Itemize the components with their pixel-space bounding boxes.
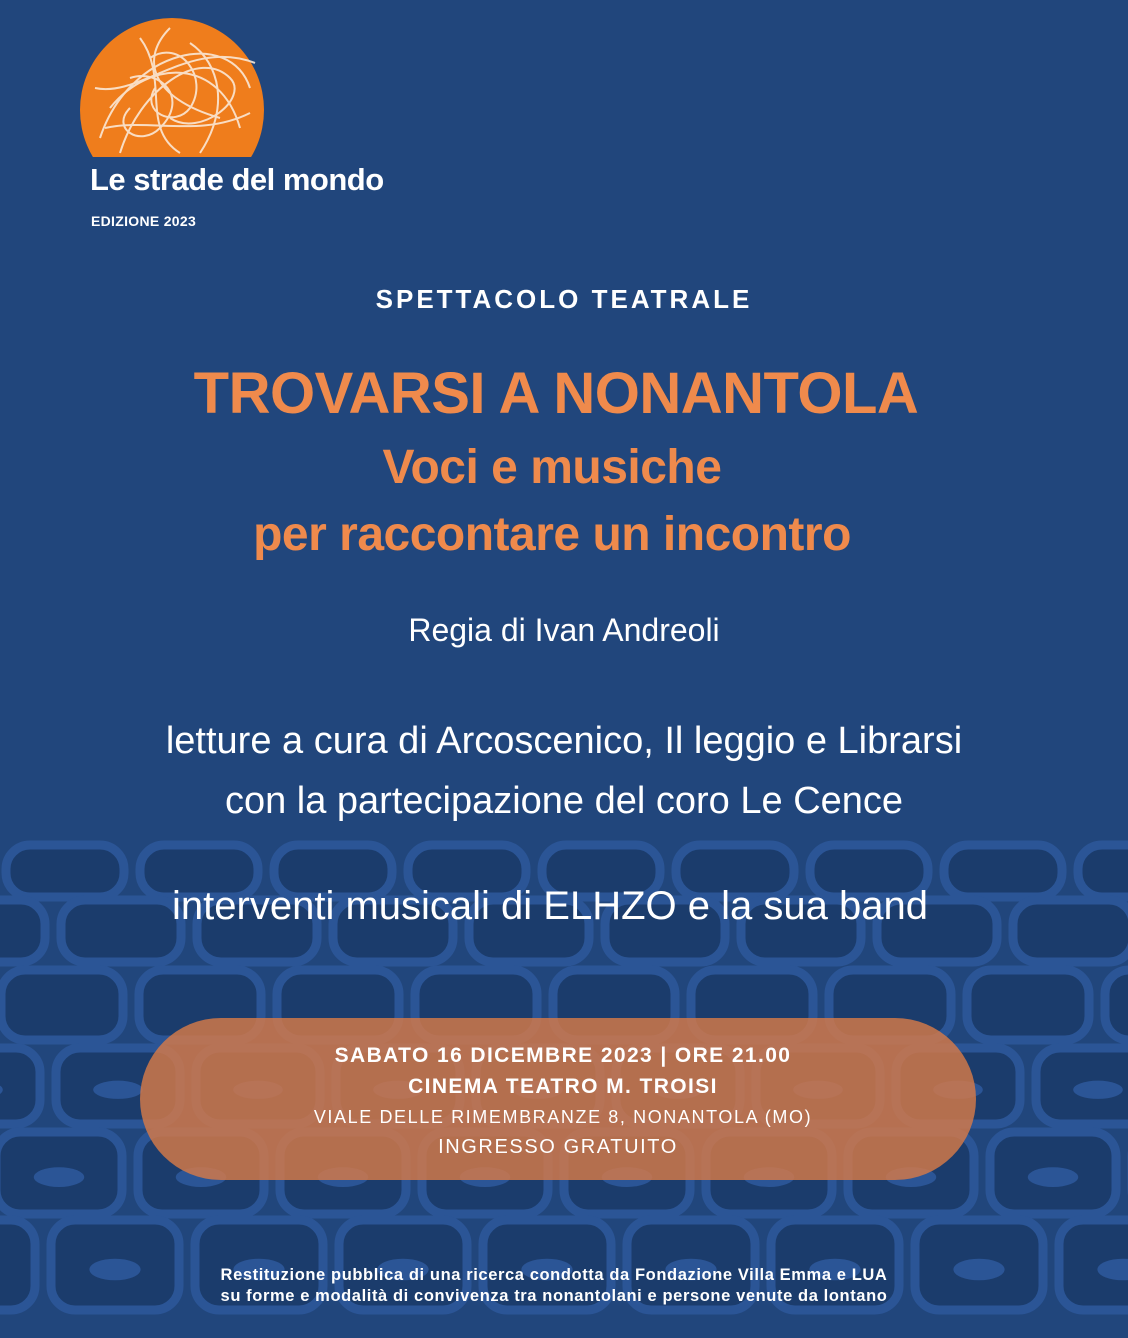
music-credit: interventi musicali di ELHZO e la sua band <box>172 884 928 928</box>
event-title: TROVARSI A NONANTOLA <box>193 361 919 426</box>
event-venue: CINEMA TEATRO M. TROISI <box>408 1075 718 1098</box>
seat-cushion <box>93 1081 143 1099</box>
seat <box>1105 970 1128 1040</box>
event-date-time: SABATO 16 DICEMBRE 2023 | ORE 21.00 <box>334 1044 792 1067</box>
seat-cushion <box>34 1167 84 1187</box>
readings-credit-line-1: letture a cura di Arcoscenico, Il leggio e Librarsi <box>165 720 963 762</box>
event-subtitle-line-2: per raccontare un incontro <box>253 508 851 561</box>
readings-credit-line-2: con la partecipazione del coro Le Cence <box>224 780 904 822</box>
seat-cushion <box>1028 1167 1078 1187</box>
seat <box>1 970 123 1040</box>
event-address: VIALE DELLE RIMEMBRANZE 8, NONANTOLA (MO) <box>313 1107 813 1127</box>
event-category: SPETTACOLO TEATRALE <box>375 284 753 314</box>
event-subtitle-line-1: Voci e musiche <box>382 441 722 494</box>
festival-logo <box>80 18 265 158</box>
footer-line-2: su forme e modalità di convivenza tra nonantolani e persone venute da lontano <box>220 1287 888 1305</box>
seat <box>0 1048 40 1124</box>
event-admission: INGRESSO GRATUITO <box>438 1136 678 1158</box>
seat <box>967 970 1089 1040</box>
seat-cushion <box>1073 1081 1123 1099</box>
festival-edition: EDIZIONE 2023 <box>91 213 197 229</box>
footer-line-1: Restituzione pubblica di una ricerca condotta da Fondazione Villa Emma e LUA <box>220 1266 888 1284</box>
festival-name: Le strade del mondo <box>90 162 384 197</box>
event-info-box <box>140 1018 976 1180</box>
director-credit: Regia di Ivan Andreoli <box>408 612 720 648</box>
